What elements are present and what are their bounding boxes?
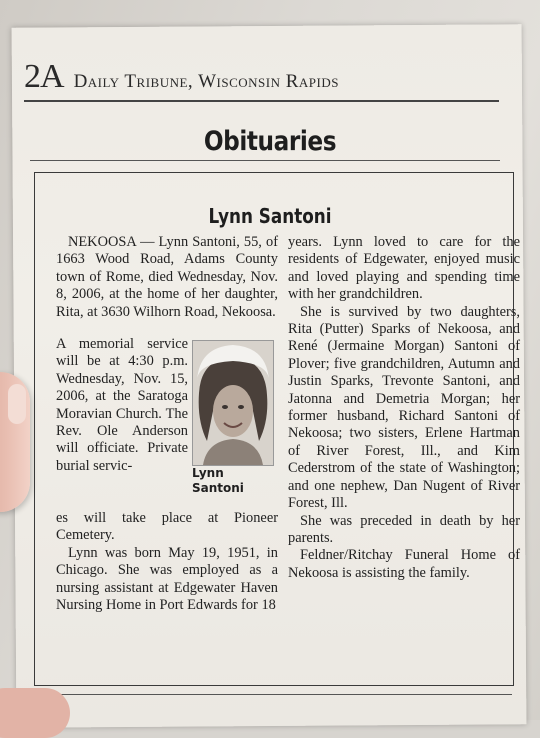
header-rule (24, 100, 499, 102)
intro-paragraph: NEKOOSA — Lynn Santoni, 55, of 1663 Wood Road, Adams County town of Rome, died Wednesday, Nov. 8, 2006, at the home of her daughter, Rita, at 3630 Wilhorn Road, Nekoosa. (56, 234, 278, 320)
page-number: 2A (24, 58, 64, 95)
service-paragraph (56, 336, 188, 475)
publication-name: Daily Tribune, Wisconsin Rapids (73, 71, 339, 92)
page-header (24, 58, 494, 96)
bottom-rule (34, 694, 512, 695)
biography-paragraph: Lynn was born May 19, 1951, in Chicago. She was employed as a nursing assistant at Edgewater Haven Nursing Home in Port Edwards for 18 (56, 544, 278, 614)
section-title: Obituaries (203, 126, 337, 157)
photo-caption: Lynn Santoni (192, 466, 244, 495)
finger (0, 688, 70, 738)
portrait-image (193, 341, 273, 465)
career-paragraph: years. Lynn loved to care for the residents of Edgewater, enjoyed music and loved playing and spending time with her grandchildren. (288, 234, 520, 303)
burial-text: es will take place at Pioneer Cemetery. (56, 510, 278, 544)
survivors-paragraph: She is survived by two daughters, Rita (Putter) Sparks of Nekoosa, and René (Jermaine Morgan) Santoni of Plover; five grandchildren, Autumn and Justin Sparks, Trevonte Santoni, and Jatonna and Demetria Morgan; her former husband, Richard Santoni of Nekoosa; two sisters, Erlene Hartman of River Forest, Ill., and Kim Cederstrom of the state of Washington; and one nephew, Dan Nugent of River Forest, Ill. (288, 303, 520, 512)
thumbnail (8, 384, 26, 424)
left-column-continued (56, 510, 278, 614)
obituary-name: Lynn Santoni (208, 204, 332, 228)
right-column (288, 234, 520, 582)
portrait-photo (192, 340, 274, 466)
funeral-home-paragraph: Feldner/Ritchay Funeral Home of Nekoosa is assisting the family. (288, 547, 520, 581)
left-column (56, 234, 278, 321)
service-text: A memorial service will be at 4:30 p.m. Wednesday, Nov. 15, 2006, at the Saratoga Moravian Church. The Rev. Ole Anderson will officiate. Private burial servic- (56, 336, 188, 474)
preceded-paragraph: She was preceded in death by her parents. (288, 512, 520, 546)
section-rule (30, 160, 500, 161)
